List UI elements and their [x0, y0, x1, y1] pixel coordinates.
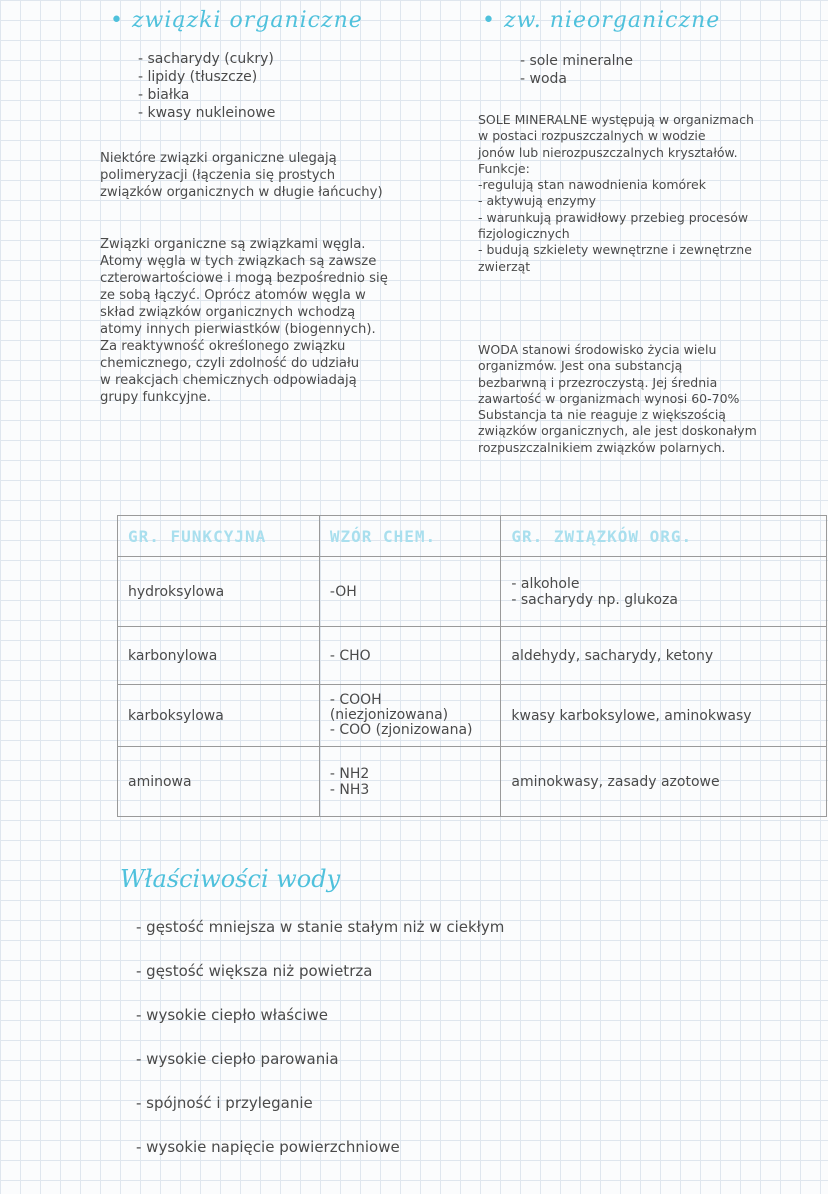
- formula-cell: [319, 685, 501, 747]
- column-header: GR. FUNKCYJNA: [118, 516, 320, 557]
- group-cell: hydroksylowa: [118, 557, 320, 627]
- text-line: bezbarwną i przezroczystą. Jej średnia: [478, 374, 718, 390]
- compound-line: - sacharydy np. glukoza: [511, 591, 678, 608]
- formula-line: - COO (zjonizowana): [329, 722, 473, 738]
- text-line: Atomy węgla w tych związkach są zawsze: [100, 254, 377, 269]
- text-line: czterowartościowe i mogą bezpośrednio się: [100, 271, 388, 286]
- compound-line: aminokwasy, zasady azotowe: [511, 773, 720, 790]
- water-note: [478, 342, 757, 456]
- carbon-compounds-note: [100, 236, 388, 406]
- formula-cell: [319, 557, 501, 627]
- text-line: organizmów. Jest ona substancją: [478, 358, 683, 374]
- inorganic-compounds-heading: • zw. nieorganiczne: [482, 8, 721, 33]
- list-item: - sole mineralne: [520, 53, 634, 69]
- text-line: - budują szkielety wewnętrzne i zewnętrzne: [478, 242, 752, 258]
- text-line: -regulują stan nawodnienia komórek: [478, 177, 706, 193]
- functional-groups-table: [117, 515, 827, 817]
- text-line: - aktywują enzymy: [478, 193, 597, 209]
- formula-line: - NH3: [329, 781, 370, 798]
- water-properties-title: Właściwości wody: [120, 865, 341, 893]
- water-properties-section: [120, 865, 504, 1169]
- list-item: - gęstość większa niż powietrza: [136, 962, 373, 980]
- list-item: - wysokie ciepło właściwe: [136, 1006, 328, 1024]
- compounds-cell: [501, 627, 827, 685]
- text-line: Związki organiczne są związkami węgla.: [100, 237, 366, 252]
- compound-line: - alkohole: [511, 575, 580, 592]
- compound-line: kwasy karboksylowe, aminokwasy: [511, 707, 752, 724]
- text-line: - warunkują prawidłowy przebieg procesów: [478, 209, 749, 225]
- text-line: atomy innych pierwiastków (biogennych).: [100, 322, 376, 337]
- text-line: zwierząt: [478, 258, 531, 274]
- list-item: - wysokie napięcie powierzchniowe: [136, 1138, 400, 1156]
- water-properties-list: [136, 905, 504, 1169]
- inorganic-compounds-list: [520, 52, 633, 88]
- compounds-cell: [501, 747, 827, 817]
- table-header-row: [118, 516, 827, 557]
- polymerization-note: [100, 150, 383, 201]
- compounds-cell: [501, 685, 827, 747]
- compound-line: aldehydy, sacharydy, ketony: [511, 647, 714, 664]
- text-line: związków organicznych, ale jest doskonałym: [478, 423, 757, 439]
- column-header: WZÓR CHEM.: [319, 516, 501, 557]
- text-line: Substancja ta nie reaguje z większością: [478, 407, 726, 423]
- formula-line: - CHO: [329, 647, 371, 664]
- text-line: zawartość w organizmach wynosi 60-70%: [478, 390, 740, 406]
- text-line: SOLE MINERALNE występują w organizmach: [478, 112, 754, 127]
- table-row: [118, 627, 827, 685]
- text-line: jonów lub nierozpuszczalnych kryształów.: [478, 144, 738, 160]
- formula-cell: [319, 747, 501, 817]
- group-cell: karboksylowa: [118, 685, 320, 747]
- table-row: [118, 685, 827, 747]
- table-row: [118, 747, 827, 817]
- text-line: w postaci rozpuszczalnych w wodzie: [478, 128, 706, 144]
- text-line: polimeryzacji (łączenia się prostych: [100, 168, 336, 183]
- text-line: w reakcjach chemicznych odpowiadają: [100, 373, 357, 388]
- text-line: grupy funkcyjne.: [100, 390, 211, 405]
- organic-compounds-heading: • związki organiczne: [110, 8, 363, 33]
- text-line: fizjologicznych: [478, 226, 570, 242]
- text-line: rozpuszczalnikiem związków polarnych.: [478, 439, 726, 455]
- list-item: - sacharydy (cukry): [138, 51, 274, 67]
- text-line: skład związków organicznych wchodzą: [100, 305, 356, 320]
- mineral-salts-note: [478, 112, 754, 275]
- list-item: - białka: [138, 87, 190, 103]
- list-item: - gęstość mniejsza w stanie stałym niż w ciekłym: [136, 918, 505, 936]
- text-line: Niektóre związki organiczne ulegają: [100, 151, 337, 166]
- group-cell: aminowa: [118, 747, 320, 817]
- formula-line: - NH2: [329, 765, 370, 782]
- text-line: WODA stanowi środowisko życia wielu: [478, 342, 717, 357]
- list-item: - woda: [520, 71, 567, 87]
- list-item: - spójność i przyleganie: [136, 1094, 313, 1112]
- list-item: - kwasy nukleinowe: [138, 105, 276, 121]
- compounds-cell: [501, 557, 827, 627]
- text-line: związków organicznych w długie łańcuchy): [100, 185, 383, 200]
- text-line: chemicznego, czyli zdolność do udziału: [100, 356, 360, 371]
- formula-cell: [319, 627, 501, 685]
- list-item: - wysokie ciepło parowania: [136, 1050, 339, 1068]
- organic-compounds-list: [138, 50, 275, 122]
- text-line: Funkcje:: [478, 160, 530, 176]
- table-row: [118, 557, 827, 627]
- formula-line: - COOH (niezjonizowana): [329, 692, 449, 723]
- text-line: ze sobą łączyć. Oprócz atomów węgla w: [100, 288, 366, 303]
- formula-line: -OH: [329, 583, 357, 600]
- text-line: Za reaktywność określonego związku: [100, 339, 346, 354]
- group-cell: karbonylowa: [118, 627, 320, 685]
- list-item: - lipidy (tłuszcze): [138, 69, 258, 85]
- column-header: GR. ZWIĄZKÓW ORG.: [501, 516, 827, 557]
